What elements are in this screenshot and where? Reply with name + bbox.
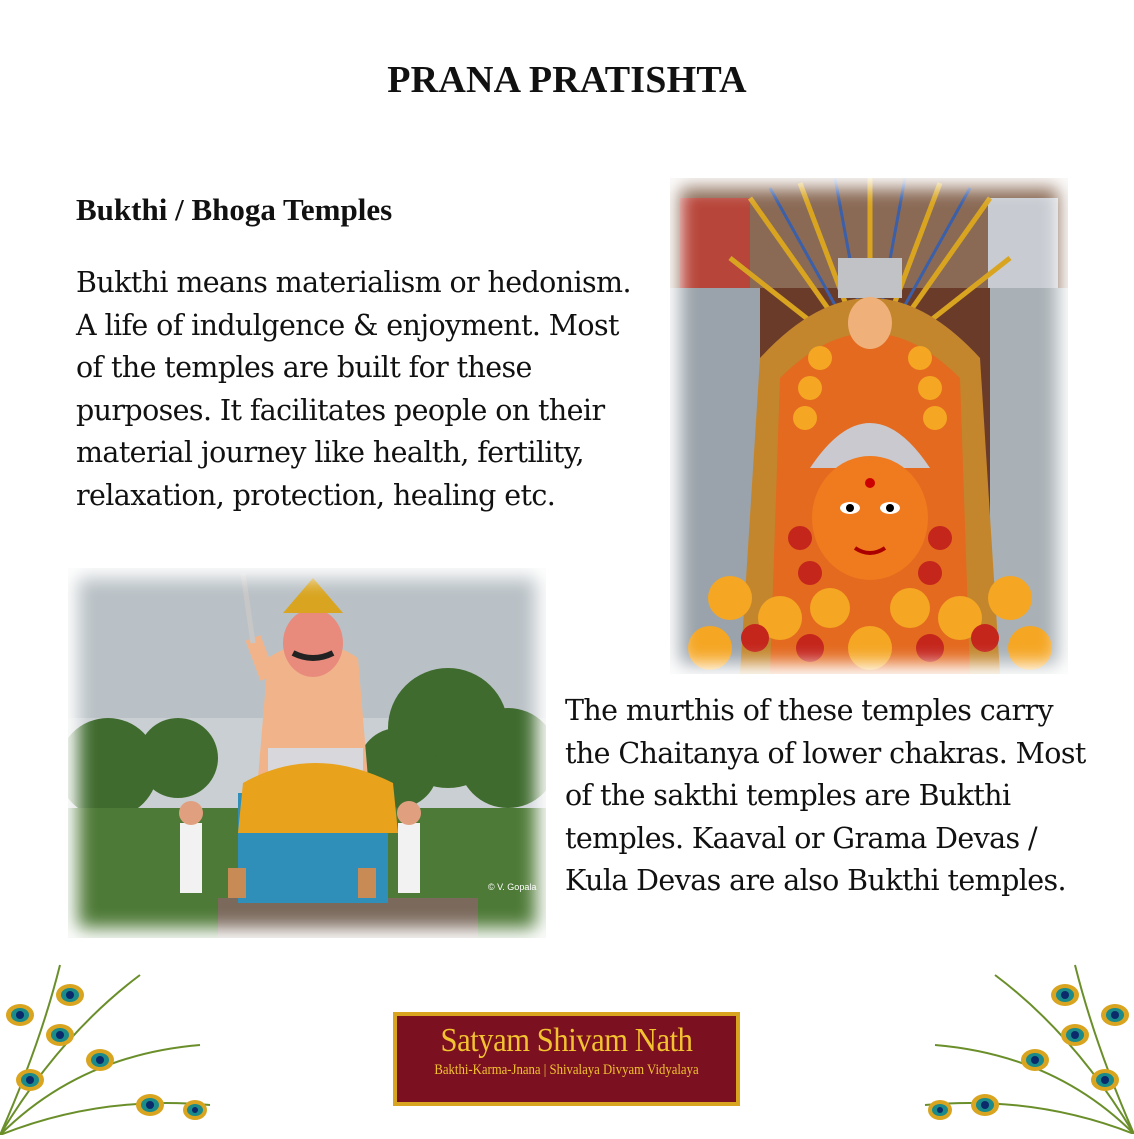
section-heading: Bukthi / Bhoga Temples bbox=[76, 192, 393, 227]
peacock-feather-icon bbox=[0, 955, 220, 1139]
intro-paragraph: Bukthi means materialism or hedonism. A life of indulgence & enjoyment. Most of the temples are built for these purposes. It facilitates people on their material journey like health, fertility, relaxation, protection, healing etc. bbox=[76, 266, 631, 512]
murthi-paragraph: The murthis of these temples carry the Chaitanya of lower chakras. Most of the sakthi temples are Bukthi temples. Kaaval or Grama Devas / Kula Devas are also Bukthi temples. bbox=[565, 694, 1086, 897]
peacock-feather-icon bbox=[915, 955, 1134, 1138]
brand-logo bbox=[393, 1012, 740, 1106]
brand-name: Satyam Shivam Nath bbox=[440, 1022, 693, 1059]
photo-watermark: © V. Gopala bbox=[488, 882, 537, 892]
brand-tagline: Bakthi-Karma-Jnana | Shivalaya Divyam Vidyalaya bbox=[434, 1062, 699, 1078]
goddess-murthi-photo bbox=[670, 178, 1068, 674]
page-title: PRANA PRATISHTA bbox=[387, 59, 747, 101]
guardian-deity-photo bbox=[68, 568, 546, 938]
